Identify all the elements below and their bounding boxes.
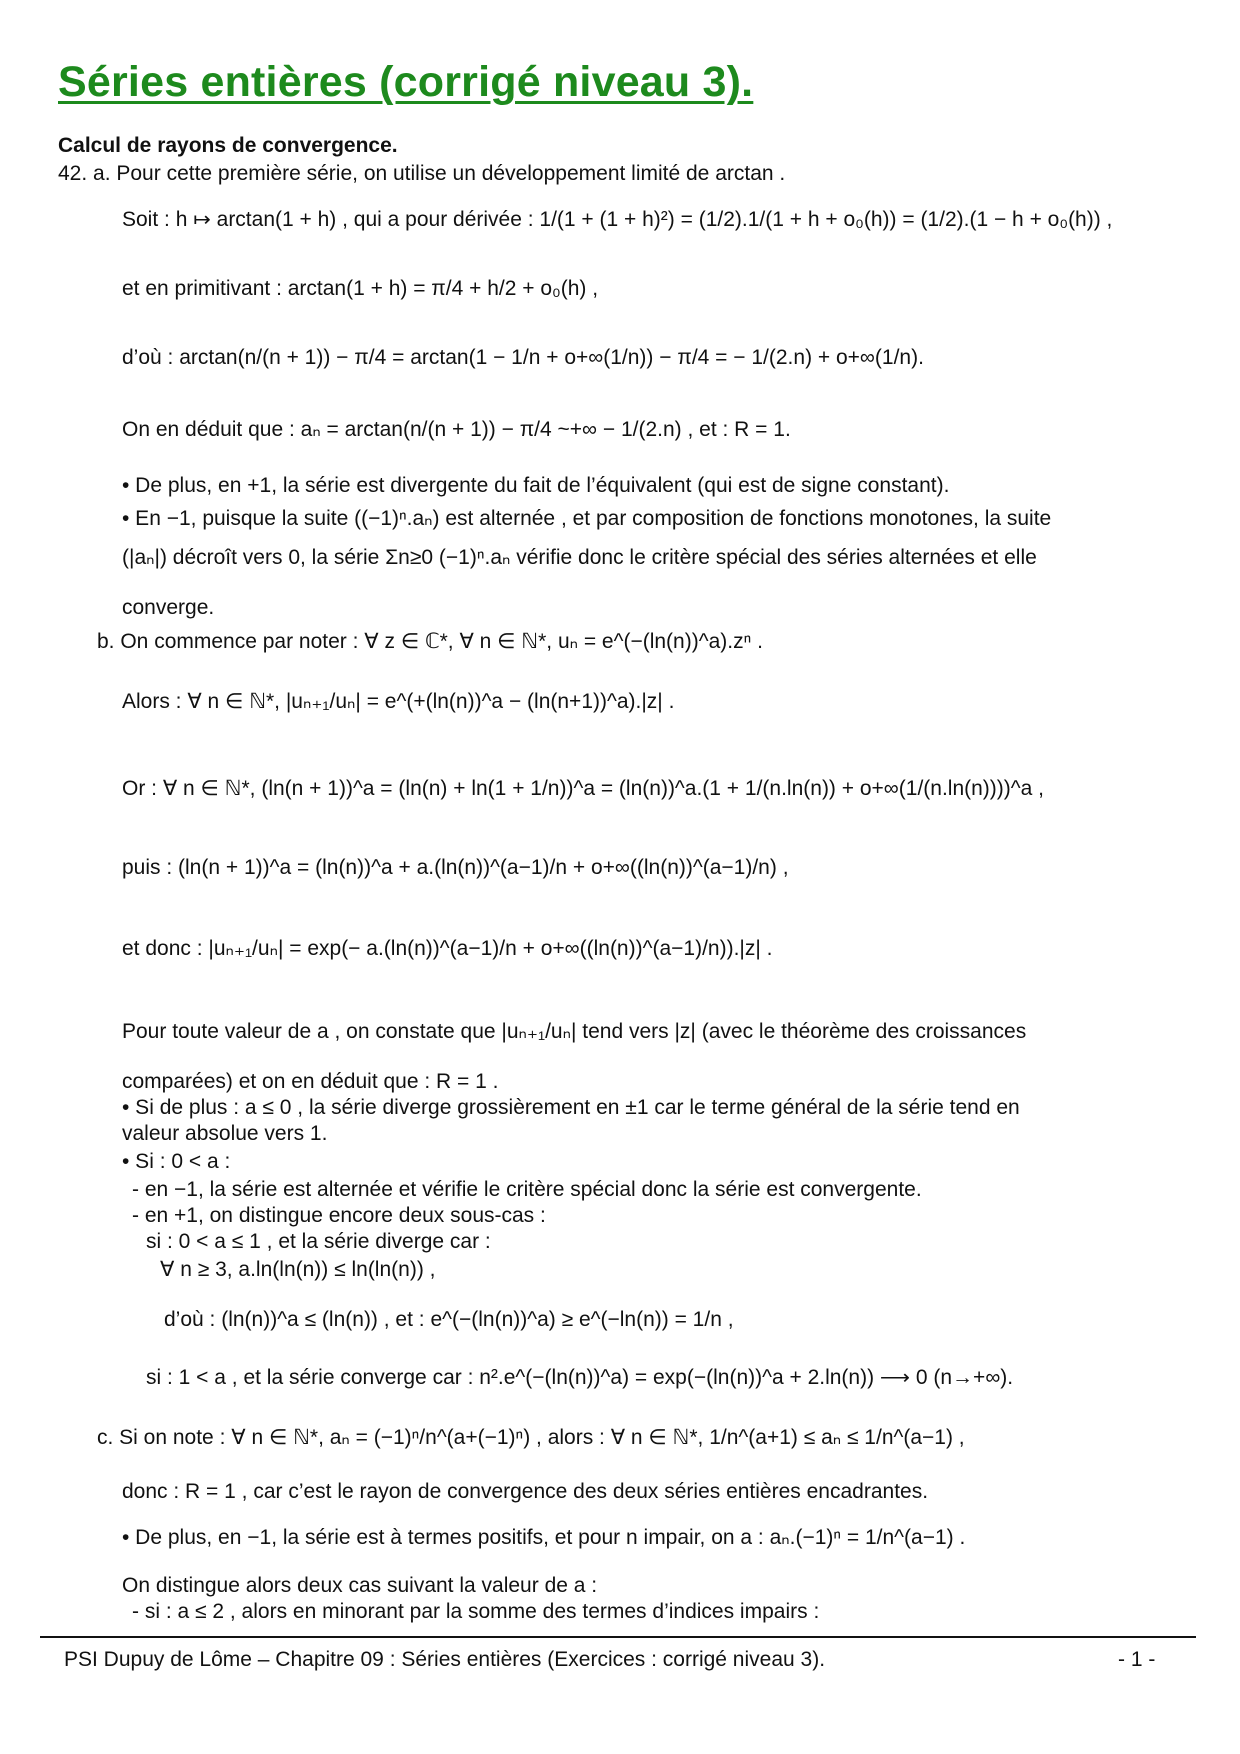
ex42b-definition: b. On commence par noter : ∀ z ∈ ℂ*, ∀ n ∈ ℕ*, uₙ = e^(−(ln(n))^a).zⁿ . bbox=[97, 630, 763, 653]
ex42b-subcase-1: si : 0 < a ≤ 1 , et la série diverge car : bbox=[146, 1230, 491, 1253]
ex42b-power-expansion: puis : (ln(n + 1))^a = (ln(n))^a + a.(ln(n))^(a−1)/n + o+∞((ln(n))^(a−1)/n) , bbox=[122, 856, 789, 879]
ex42b-ratio-exp: et donc : |uₙ₊₁/uₙ| = exp(− a.(ln(n))^(a−1)/n + o+∞((ln(n))^(a−1)/n)).|z| . bbox=[122, 937, 773, 960]
ex42b-ratio: Alors : ∀ n ∈ ℕ*, |uₙ₊₁/uₙ| = e^(+(ln(n))^a − (ln(n+1))^a).|z| . bbox=[122, 690, 675, 713]
footer-divider bbox=[40, 1636, 1196, 1638]
ex42a-derivative: Soit : h ↦ arctan(1 + h) , qui a pour dérivée : 1/(1 + (1 + h)²) = (1/2).1/(1 + h + o₀(h)) = (1/2).(1 − h + o₀(h)) , bbox=[122, 208, 1113, 231]
ex42a-primitive: et en primitivant : arctan(1 + h) = π/4 + h/2 + o₀(h) , bbox=[122, 277, 599, 300]
section-heading: Calcul de rayons de convergence. bbox=[58, 134, 398, 157]
ex42c-minus-one: • De plus, en −1, la série est à termes positifs, et pour n impair, on a : aₙ.(−1)ⁿ = 1/n^(a−1) . bbox=[122, 1526, 966, 1549]
ex42a-minus-one: • En −1, puisque la suite ((−1)ⁿ.aₙ) est alternée , et par composition de fonctions monotones, la suite bbox=[122, 507, 1052, 530]
ex42a-intro: 42. a. Pour cette première série, on utilise un développement limité de arctan . bbox=[58, 162, 786, 185]
ex42b-case-a-neg: • Si de plus : a ≤ 0 , la série diverge grossièrement en ±1 car le terme général de la série tend en bbox=[122, 1096, 1020, 1119]
ex42b-log-expansion: Or : ∀ n ∈ ℕ*, (ln(n + 1))^a = (ln(n) + ln(1 + 1/n))^a = (ln(n))^a.(1 + 1/(n.ln(n)) + o+∞(1/(n.ln(n))))^a , bbox=[122, 777, 1044, 800]
ex42a-series-criterion: (|aₙ|) décroît vers 0, la série Σn≥0 (−1)ⁿ.aₙ vérifie donc le critère spécial des séries alternées et elle bbox=[122, 546, 1037, 569]
ex42b-plus-one: - en +1, on distingue encore deux sous-cas : bbox=[132, 1204, 546, 1227]
ex42b-subcase-2: si : 1 < a , et la série converge car : n².e^(−(ln(n))^a) = exp(−(ln(n))^a + 2.ln(n)) ⟶ 0 (n→+∞). bbox=[146, 1366, 1014, 1389]
ex42a-converge: converge. bbox=[122, 596, 215, 619]
ex42b-limit: Pour toute valeur de a , on constate que |uₙ₊₁/uₙ| tend vers |z| (avec le théorème des croissances bbox=[122, 1020, 1027, 1043]
ex42b-minus-one: - en −1, la série est alternée et vérifie le critère spécial donc la série est convergente. bbox=[132, 1178, 922, 1201]
ex42c-radius: donc : R = 1 , car c’est le rayon de convergence des deux séries entières encadrantes. bbox=[122, 1480, 929, 1503]
ex42a-expansion: d’où : arctan(n/(n + 1)) − π/4 = arctan(1 − 1/n + o+∞(1/n)) − π/4 = − 1/(2.n) + o+∞(1/n). bbox=[122, 346, 924, 369]
page-number: - 1 - bbox=[1118, 1648, 1156, 1671]
ex42b-case-a-pos: • Si : 0 < a : bbox=[122, 1150, 231, 1173]
ex42b-divergence: d’où : (ln(n))^a ≤ (ln(n)) , et : e^(−(ln(n))^a) ≥ e^(−ln(n)) = 1/n , bbox=[164, 1308, 734, 1331]
page-title: Séries entières (corrigé niveau 3). bbox=[58, 58, 754, 106]
ex42c-two-cases: On distingue alors deux cas suivant la valeur de a : bbox=[122, 1574, 598, 1597]
ex42b-case-a-neg-cont: valeur absolue vers 1. bbox=[122, 1122, 328, 1145]
ex42a-equivalent: On en déduit que : aₙ = arctan(n/(n + 1)) − π/4 ~+∞ − 1/(2.n) , et : R = 1. bbox=[122, 418, 791, 441]
ex42b-radius: comparées) et on en déduit que : R = 1 . bbox=[122, 1070, 499, 1093]
footer-left: PSI Dupuy de Lôme – Chapitre 09 : Séries entières (Exercices : corrigé niveau 3). bbox=[64, 1648, 826, 1671]
ex42a-plus-one: • De plus, en +1, la série est divergente du fait de l’équivalent (qui est de signe constant). bbox=[122, 474, 950, 497]
ex42c-definition: c. Si on note : ∀ n ∈ ℕ*, aₙ = (−1)ⁿ/n^(a+(−1)ⁿ) , alors : ∀ n ∈ ℕ*, 1/n^(a+1) ≤ aₙ ≤ 1/n^(a−1) , bbox=[97, 1426, 965, 1449]
ex42b-inequality: ∀ n ≥ 3, a.ln(ln(n)) ≤ ln(ln(n)) , bbox=[160, 1258, 436, 1281]
ex42c-case-a-le-2: - si : a ≤ 2 , alors en minorant par la somme des termes d’indices impairs : bbox=[132, 1600, 820, 1623]
